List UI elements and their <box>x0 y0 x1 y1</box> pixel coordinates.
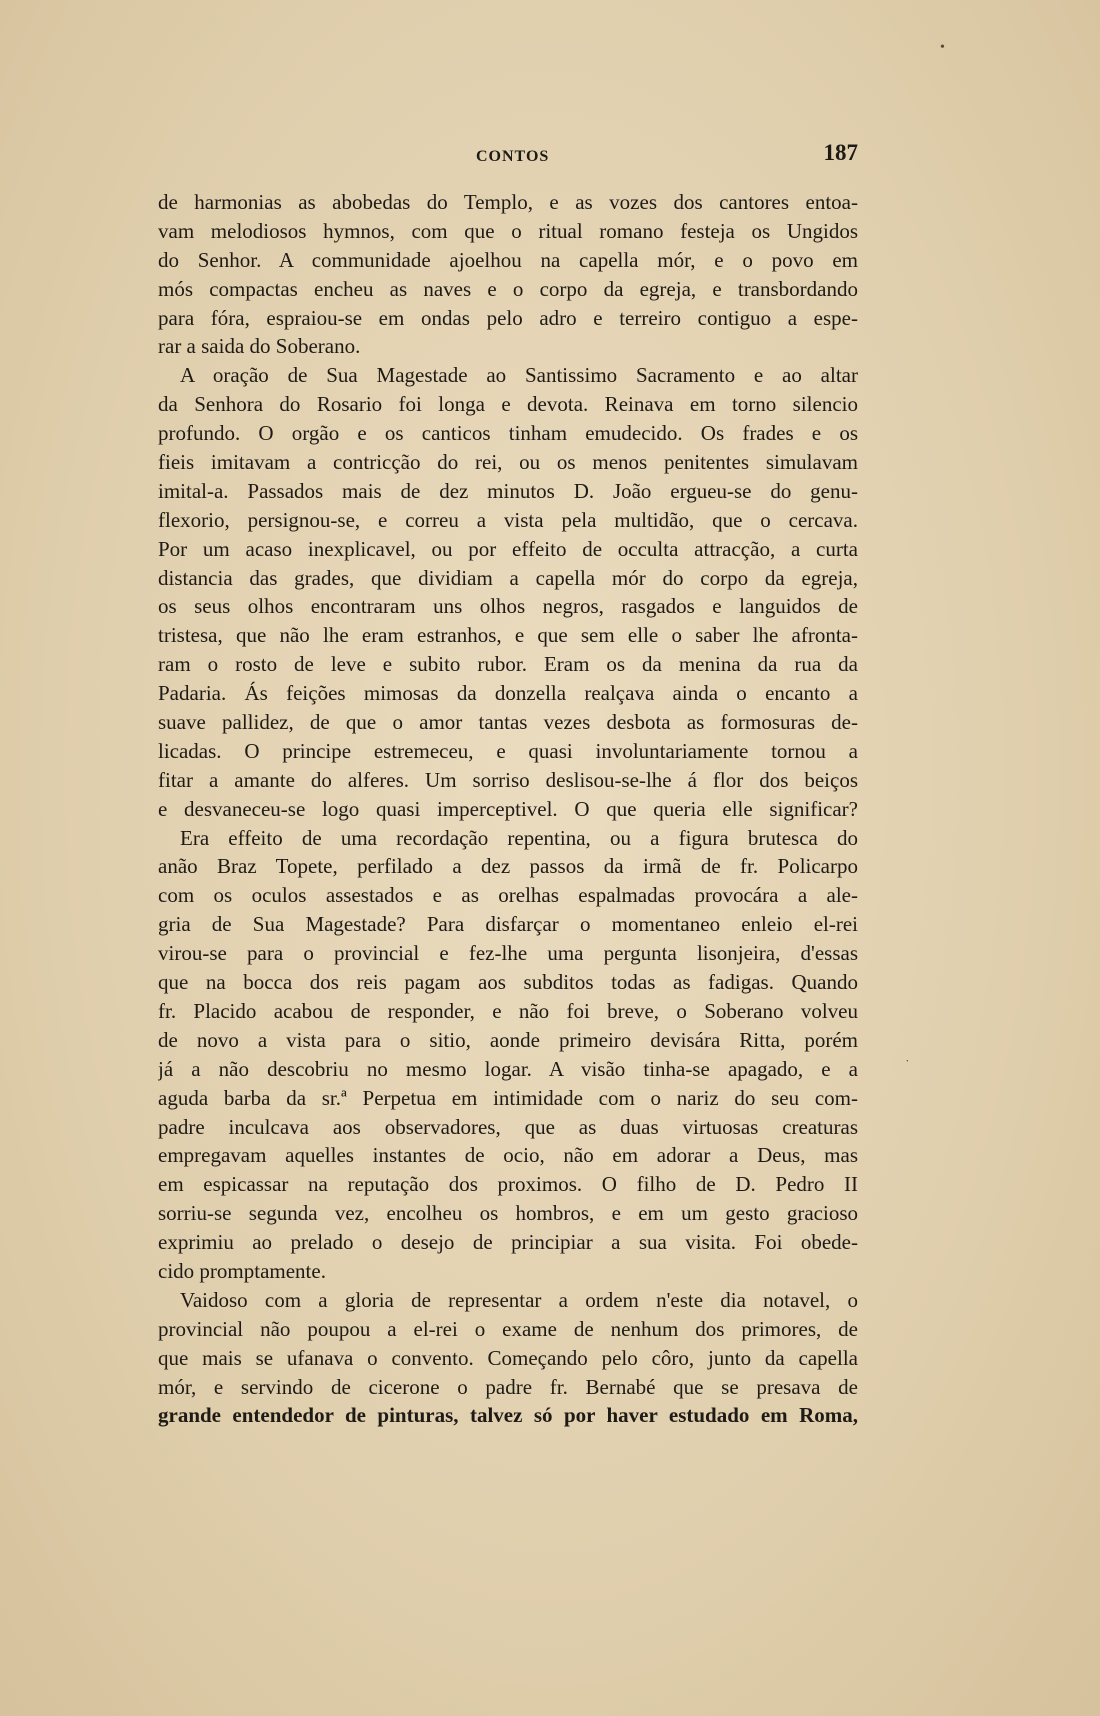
text-line: Por um acaso inexplicavel, ou por effeito de occulta attracção, a curta <box>158 536 858 561</box>
text-line: que na bocca dos reis pagam aos subditos todas as fadigas. Quando <box>158 970 858 995</box>
text-line: rar a saida do Soberano. <box>158 334 361 359</box>
page-speck: ˙ <box>905 1058 910 1073</box>
text-line: anão Braz Topete, perfilado a dez passos da irmã de fr. Policarpo <box>158 854 858 879</box>
text-line: imital-a. Passados mais de dez minutos D. João ergueu-se do genu- <box>158 478 858 503</box>
text-line: vam melodiosos hymnos, com que o ritual romano festeja os Ungidos <box>158 218 858 243</box>
text-line: ram o rosto de leve e subito rubor. Eram os da menina da rua da <box>158 652 858 677</box>
text-line: os seus olhos encontraram uns olhos negros, rasgados e languidos de <box>158 594 858 619</box>
text-line: Era effeito de uma recordação repentina, ou a figura brutesca do <box>180 825 858 850</box>
text-line: de harmonias as abobedas do Templo, e as vozes dos cantores entoa- <box>158 190 858 214</box>
text-line: aguda barba da sr.ª Perpetua em intimidade com o nariz do seu com- <box>158 1085 858 1110</box>
section-title: CONTOS <box>476 148 550 165</box>
text-line: já a não descobriu no mesmo logar. A visão tinha-se apagado, e a <box>158 1056 858 1081</box>
text-line: que mais se ufanava o convento. Começando pelo côro, junto da capella <box>158 1345 858 1370</box>
text-line: de novo a vista para o sitio, aonde primeiro devisára Ritta, porém <box>158 1027 858 1052</box>
page-number: 187 <box>823 140 858 165</box>
text-line: sorriu-se segunda vez, encolheu os hombros, e em um gesto gracioso <box>158 1201 858 1226</box>
text-line: Padaria. Ás feições mimosas da donzella realçava ainda o encanto a <box>158 681 858 706</box>
book-page <box>158 140 858 1430</box>
text-line: fieis imitavam a contricção do rei, ou os menos penitentes simulavam <box>158 450 858 475</box>
text-line: grande entendedor de pinturas, talvez só por haver estudado em Roma, <box>158 1403 858 1428</box>
text-line: provincial não poupou a el-rei o exame de nenhum dos primores, de <box>158 1316 858 1341</box>
text-line: padre inculcava aos observadores, que as duas virtuosas creaturas <box>158 1114 858 1139</box>
text-line: A oração de Sua Magestade ao Santissimo Sacramento e ao altar <box>180 363 858 388</box>
text-line: gria de Sua Magestade? Para disfarçar o momentaneo enleio el-rei <box>158 912 858 937</box>
body-text <box>158 188 858 1430</box>
text-line: fr. Placido acabou de responder, e não foi breve, o Soberano volveu <box>158 998 858 1023</box>
text-line: do Senhor. A communidade ajoelhou na capella mór, e o povo em <box>158 247 858 272</box>
text-line: cido promptamente. <box>158 1258 326 1283</box>
page-speck: • <box>940 40 945 55</box>
text-line: com os oculos assestados e as orelhas espalmadas provocára a ale- <box>158 883 858 908</box>
text-line: da Senhora do Rosario foi longa e devota. Reinava em torno silencio <box>158 392 858 417</box>
text-line: fitar a amante do alferes. Um sorriso deslisou-se-lhe á flor dos beiços <box>158 767 858 792</box>
text-line: tristesa, que não lhe eram estranhos, e que sem elle o saber lhe afronta- <box>158 623 858 648</box>
text-line: e desvaneceu-se logo quasi imperceptivel. O que queria elle significar? <box>158 796 858 821</box>
text-line: exprimiu ao prelado o desejo de principiar a sua visita. Foi obede- <box>158 1230 858 1255</box>
text-line: em espicassar na reputação dos proximos. O filho de D. Pedro II <box>158 1172 858 1197</box>
text-line: para fóra, espraiou-se em ondas pelo adro e terreiro contiguo a espe- <box>158 305 858 330</box>
text-line: mór, e servindo de cicerone o padre fr. Bernabé que se presava de <box>158 1374 858 1399</box>
text-line: virou-se para o provincial e fez-lhe uma pergunta lisonjeira, d'essas <box>158 941 858 966</box>
text-line: empregavam aquelles instantes de ocio, não em adorar a Deus, mas <box>158 1143 858 1168</box>
text-line: licadas. O principe estremeceu, e quasi involuntariamente tornou a <box>158 738 858 763</box>
text-line: suave pallidez, de que o amor tantas vezes desbota as formosuras de- <box>158 710 858 735</box>
text-line: mós compactas encheu as naves e o corpo da egreja, e transbordando <box>158 276 858 301</box>
text-line: distancia das grades, que dividiam a capella mór do corpo da egreja, <box>158 565 858 590</box>
text-line: Vaidoso com a gloria de representar a ordem n'este dia notavel, o <box>180 1287 858 1312</box>
text-line: flexorio, persignou-se, e correu a vista pela multidão, que o cercava. <box>158 507 858 532</box>
text-line: profundo. O orgão e os canticos tinham emudecido. Os frades e os <box>158 421 858 446</box>
running-head <box>158 140 858 176</box>
